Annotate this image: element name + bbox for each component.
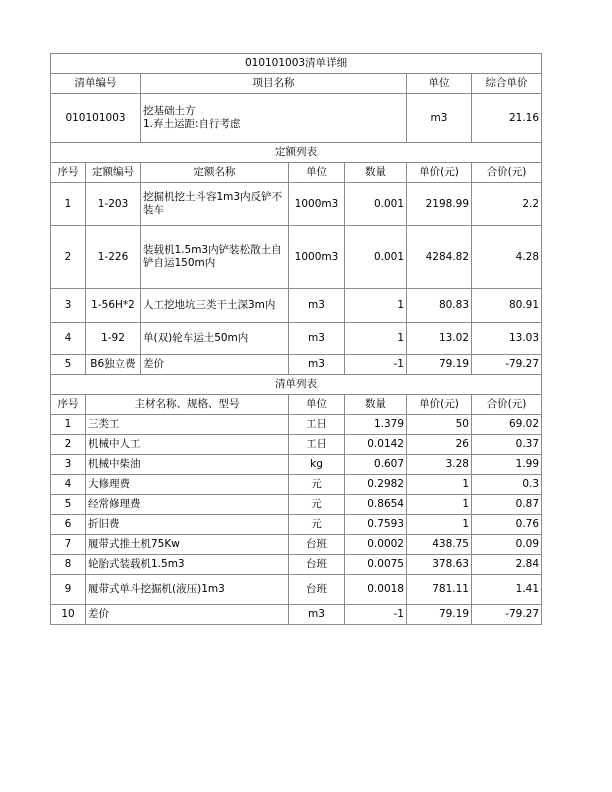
material-seq: 3 [51, 455, 86, 475]
material-row [51, 515, 542, 535]
header-composite-price: 综合单价 [472, 74, 542, 94]
material-row [51, 555, 542, 575]
material-row [51, 535, 542, 555]
quota-unit: 1000m3 [289, 183, 345, 226]
quota-header-qty: 数量 [345, 163, 407, 183]
material-name: 机械中柴油 [86, 455, 289, 475]
material-unit: 元 [289, 475, 345, 495]
material-name: 机械中人工 [86, 435, 289, 455]
material-unit-price: 438.75 [407, 535, 472, 555]
material-qty: 0.0002 [345, 535, 407, 555]
material-unit-price: 378.63 [407, 555, 472, 575]
material-total: 2.84 [472, 555, 542, 575]
quota-unit-price: 80.83 [407, 289, 472, 323]
material-unit-price: 3.28 [407, 455, 472, 475]
material-unit: 台班 [289, 555, 345, 575]
quota-name: 单(双)轮车运土50m内 [141, 323, 289, 355]
quota-name: 装载机1.5m3内铲装松散土自铲自运150m内 [141, 226, 289, 289]
inventory-item-name [141, 94, 407, 143]
material-total: 0.76 [472, 515, 542, 535]
material-total: 0.09 [472, 535, 542, 555]
material-row [51, 605, 542, 625]
quota-seq: 5 [51, 355, 86, 375]
inventory-header-row [51, 74, 542, 94]
material-row [51, 475, 542, 495]
inventory-unit: m3 [407, 94, 472, 143]
quota-code: 1-203 [86, 183, 141, 226]
material-unit: 工日 [289, 435, 345, 455]
material-seq: 5 [51, 495, 86, 515]
quota-code: 1-226 [86, 226, 141, 289]
material-unit: 工日 [289, 415, 345, 435]
quota-header-name: 定额名称 [141, 163, 289, 183]
material-qty: 0.0018 [345, 575, 407, 605]
material-qty: 0.2982 [345, 475, 407, 495]
material-header-qty: 数量 [345, 395, 407, 415]
quota-row [51, 355, 542, 375]
quota-unit: m3 [289, 355, 345, 375]
material-total: 0.37 [472, 435, 542, 455]
material-unit: 元 [289, 495, 345, 515]
material-name: 三类工 [86, 415, 289, 435]
material-unit-price: 50 [407, 415, 472, 435]
quota-total: 13.03 [472, 323, 542, 355]
header-unit: 单位 [407, 74, 472, 94]
quota-header-total: 合价(元) [472, 163, 542, 183]
material-seq: 7 [51, 535, 86, 555]
quota-header-unit-price: 单价(元) [407, 163, 472, 183]
inventory-item-row [51, 94, 542, 143]
quota-name: 人工挖地坑三类干土深3m内 [141, 289, 289, 323]
inventory-detail-sheet [50, 53, 541, 625]
material-unit: 元 [289, 515, 345, 535]
quota-header-seq: 序号 [51, 163, 86, 183]
quota-unit: m3 [289, 323, 345, 355]
material-seq: 10 [51, 605, 86, 625]
quota-total: 4.28 [472, 226, 542, 289]
material-total: 0.87 [472, 495, 542, 515]
material-seq: 9 [51, 575, 86, 605]
material-seq: 8 [51, 555, 86, 575]
material-qty: -1 [345, 605, 407, 625]
quota-unit-price: 4284.82 [407, 226, 472, 289]
material-seq: 4 [51, 475, 86, 495]
material-row [51, 415, 542, 435]
quota-unit-price: 2198.99 [407, 183, 472, 226]
material-total: 1.41 [472, 575, 542, 605]
inventory-composite-price: 21.16 [472, 94, 542, 143]
material-total: -79.27 [472, 605, 542, 625]
sheet-title: 010101003清单详细 [51, 54, 542, 74]
material-unit: kg [289, 455, 345, 475]
quota-section-title: 定额列表 [51, 143, 542, 163]
quota-total: -79.27 [472, 355, 542, 375]
material-header-total: 合价(元) [472, 395, 542, 415]
material-qty: 0.0142 [345, 435, 407, 455]
quota-qty: 0.001 [345, 226, 407, 289]
material-name: 履带式单斗挖掘机(液压)1m3 [86, 575, 289, 605]
material-row [51, 575, 542, 605]
material-seq: 1 [51, 415, 86, 435]
material-unit-price: 26 [407, 435, 472, 455]
material-unit-price: 781.11 [407, 575, 472, 605]
material-header-seq: 序号 [51, 395, 86, 415]
quota-header-row [51, 163, 542, 183]
material-header-unit: 单位 [289, 395, 345, 415]
quota-seq: 4 [51, 323, 86, 355]
material-row [51, 435, 542, 455]
material-header-row [51, 395, 542, 415]
material-header-name: 主材名称、规格、型号 [86, 395, 289, 415]
quota-row [51, 323, 542, 355]
item-name-line1: 挖基础土方 [143, 105, 196, 117]
material-section-title: 清单列表 [51, 375, 542, 395]
quota-qty: 1 [345, 323, 407, 355]
material-qty: 0.0075 [345, 555, 407, 575]
material-header-unit-price: 单价(元) [407, 395, 472, 415]
material-unit: m3 [289, 605, 345, 625]
quota-unit: m3 [289, 289, 345, 323]
material-unit-price: 1 [407, 475, 472, 495]
material-name: 经常修理费 [86, 495, 289, 515]
material-name: 折旧费 [86, 515, 289, 535]
quota-name: 差价 [141, 355, 289, 375]
quota-seq: 1 [51, 183, 86, 226]
material-unit: 台班 [289, 575, 345, 605]
material-unit-price: 79.19 [407, 605, 472, 625]
material-name: 履带式推土机75Kw [86, 535, 289, 555]
material-row [51, 495, 542, 515]
quota-header-unit: 单位 [289, 163, 345, 183]
quota-qty: 0.001 [345, 183, 407, 226]
material-name: 轮胎式装载机1.5m3 [86, 555, 289, 575]
material-seq: 6 [51, 515, 86, 535]
material-qty: 0.607 [345, 455, 407, 475]
material-qty: 0.7593 [345, 515, 407, 535]
material-name: 大修理费 [86, 475, 289, 495]
quota-code: 1-56H*2 [86, 289, 141, 323]
quota-code: 1-92 [86, 323, 141, 355]
quota-seq: 3 [51, 289, 86, 323]
material-qty: 0.8654 [345, 495, 407, 515]
material-total: 0.3 [472, 475, 542, 495]
quota-name: 挖掘机挖土斗容1m3内反铲不装车 [141, 183, 289, 226]
header-item-name: 项目名称 [141, 74, 407, 94]
inventory-code: 010101003 [51, 94, 141, 143]
quota-code: B6独立费 [86, 355, 141, 375]
inventory-detail-table [50, 53, 542, 625]
item-name-line2: 1.弃土运距:自行考虑 [143, 118, 241, 130]
material-row [51, 455, 542, 475]
quota-unit-price: 13.02 [407, 323, 472, 355]
quota-row [51, 289, 542, 323]
quota-total: 2.2 [472, 183, 542, 226]
quota-row [51, 183, 542, 226]
quota-header-code: 定额编号 [86, 163, 141, 183]
material-total: 1.99 [472, 455, 542, 475]
material-unit-price: 1 [407, 515, 472, 535]
quota-seq: 2 [51, 226, 86, 289]
quota-qty: -1 [345, 355, 407, 375]
material-name: 差价 [86, 605, 289, 625]
quota-qty: 1 [345, 289, 407, 323]
material-total: 69.02 [472, 415, 542, 435]
quota-total: 80.91 [472, 289, 542, 323]
material-qty: 1.379 [345, 415, 407, 435]
quota-unit: 1000m3 [289, 226, 345, 289]
material-unit: 台班 [289, 535, 345, 555]
quota-unit-price: 79.19 [407, 355, 472, 375]
header-inventory-code: 清单编号 [51, 74, 141, 94]
material-seq: 2 [51, 435, 86, 455]
material-unit-price: 1 [407, 495, 472, 515]
quota-row [51, 226, 542, 289]
